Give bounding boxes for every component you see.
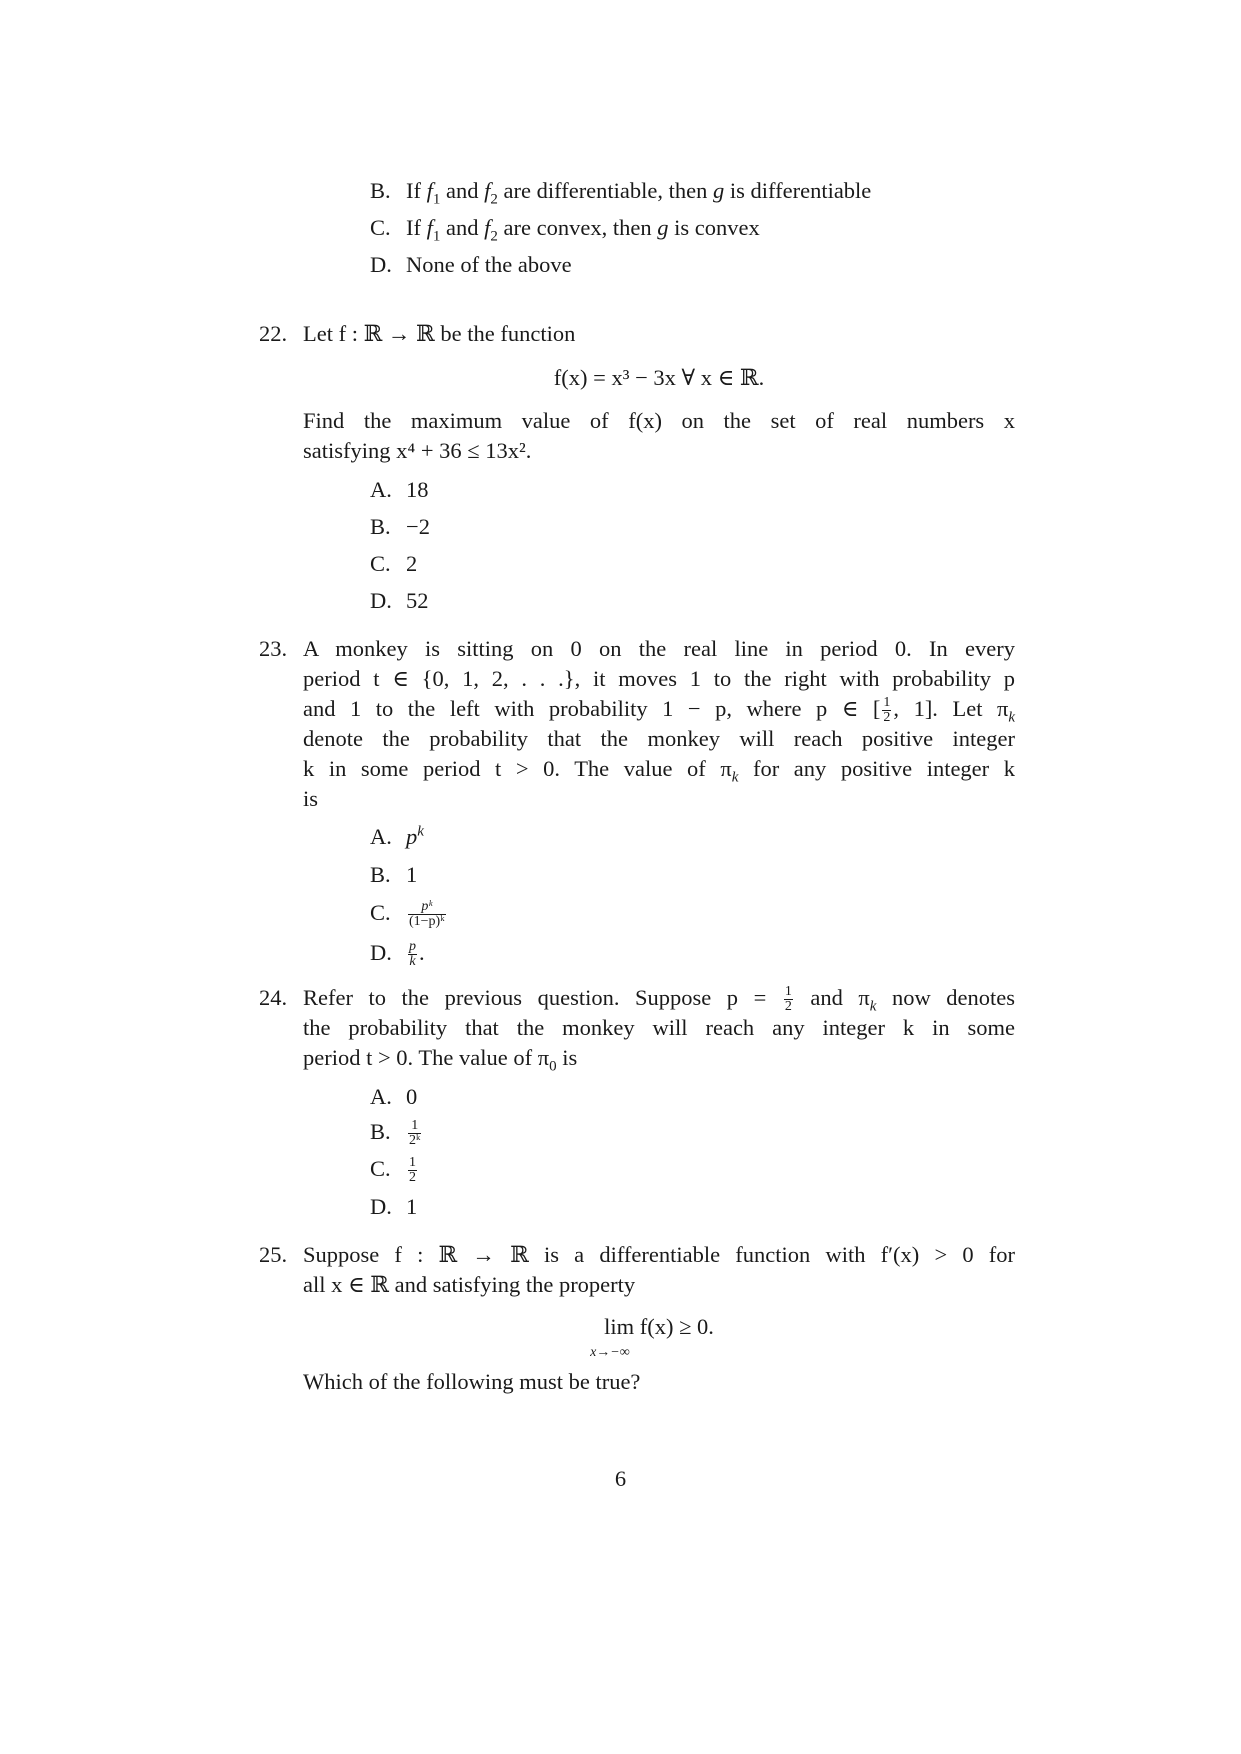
q22-equation: f(x) = x³ − 3x ∀ x ∈ ℝ. — [553, 365, 765, 390]
q24-line-3: period t > 0. The value of $\pi_0$ is — [303, 1045, 578, 1075]
q23-line-2: period t ∈ {0, 1, 2, . . .}, it moves 1 to the right with probability p — [303, 666, 1015, 691]
q23-option-c: C. $\frac{\text{pᵏ}}{\text{(1−p)ᵏ}}$ — [370, 899, 445, 930]
q24-option-a: A. 0 — [370, 1084, 418, 1109]
q23-line-6: is — [303, 786, 319, 811]
q24-number: 24. — [259, 985, 288, 1010]
q25-limit-equation: lim x→−∞ f(x) ≥ 0. — [590, 1314, 714, 1360]
q23-line-4: denote the probability that the monkey will reach positive integer — [303, 726, 1015, 751]
q24-line-2: the probability that the monkey will reach any integer k in some — [303, 1015, 1015, 1040]
q23-option-a: A. $p^k$ — [370, 823, 424, 849]
q22-option-d: D. 52 — [370, 588, 429, 613]
q25-line-2: all x ∈ ℝ and satisfying the property — [303, 1272, 636, 1297]
q23-line-1: A monkey is sitting on 0 on the real line in period 0. In every — [303, 636, 1015, 661]
q25-question: Which of the following must be true? — [303, 1369, 641, 1394]
page-number: 6 — [614, 1466, 627, 1491]
q21-option-b: B. If $f_1$ and $f_2$ are differentiable, then g is differentiable — [370, 178, 872, 208]
q22-line-2: satisfying x⁴ + 36 ≤ 13x². — [303, 438, 532, 463]
q21-option-d: D. None of the above — [370, 252, 572, 277]
q23-line-3: and 1 to the left with probability 1 − p, where p ∈ [ $\frac{1}{2}$ , 1]. Let $\pi_k$ — [303, 695, 1015, 726]
q23-option-d: D. $\frac{p}{k}$ . — [370, 939, 425, 970]
q21-option-c: C. If $f_1$ and $f_2$ are convex, then g is convex — [370, 215, 760, 245]
half-fraction: $\frac{1}{2}$ — [883, 695, 891, 726]
q22-line-1: Find the maximum value of f(x) on the set of real numbers x — [303, 408, 1015, 433]
q23-option-b: B. 1 — [370, 862, 418, 887]
q22-number: 22. — [259, 321, 288, 346]
q25-line-1: Suppose f : ℝ → ℝ is a differentiable function with f′(x) > 0 for — [303, 1242, 1015, 1267]
q22-option-b: B. −2 — [370, 514, 430, 539]
q22-option-a: A. 18 — [370, 477, 429, 502]
q24-option-b: B. $\frac{1}{\text{2ᵏ}}$ — [370, 1118, 421, 1149]
q22-option-c: C. 2 — [370, 551, 418, 576]
q24-line-1: Refer to the previous question. Suppose p = $\frac{1}{2}$ and $\pi_k$ now denotes — [303, 984, 1015, 1015]
q24-option-c: C. $\frac{1}{2}$ — [370, 1155, 416, 1186]
q24-option-d: D. 1 — [370, 1194, 418, 1219]
q22-intro: Let f : ℝ → ℝ be the function — [303, 321, 576, 346]
q25-number: 25. — [259, 1242, 288, 1267]
q23-number: 23. — [259, 636, 288, 661]
q23-line-5: k in some period t > 0. The value of $\pi_k$ for any positive integer k — [303, 756, 1015, 786]
